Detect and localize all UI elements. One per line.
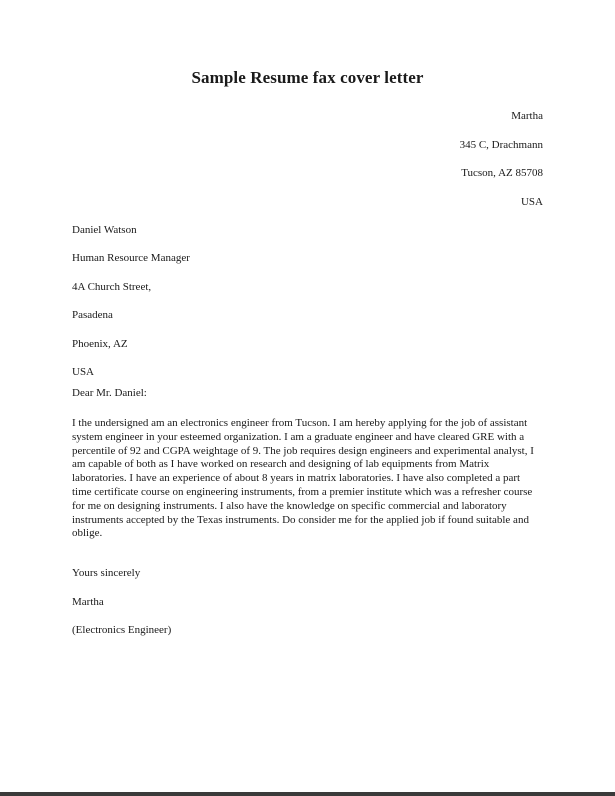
signer-name: Martha [72, 595, 104, 608]
recipient-name: Daniel Watson [72, 224, 137, 236]
body-line: for me on designing instruments. I also have the knowledge on specific commercial and laboratory [72, 499, 507, 512]
sender-address-line2: Tucson, AZ 85708 [461, 167, 543, 180]
recipient-position: Human Resource Manager [72, 252, 190, 265]
salutation: Dear Mr. Daniel: [72, 387, 147, 399]
valediction: Yours sincerely [72, 567, 141, 579]
signer-title: (Electronics Engineer) [72, 624, 172, 637]
body-line: laboratories. I have an experience of about 8 years in matrix laboratories. I have also completed a part [72, 472, 521, 485]
sender-name: Martha [511, 110, 543, 122]
closing-block [72, 559, 171, 645]
body-line: percentile of 92 and CGPA weightage of 9. The job requires design engineers and experimental analyst, I [72, 444, 534, 457]
recipient-address-block [72, 216, 190, 386]
sender-country: USA [520, 195, 543, 208]
body-line: I the undersigned am an electronics engineer from Tucson. I am hereby applying for the job of assistant [72, 417, 528, 429]
body-line: instruments accepted by the Texas instruments. Do consider me for the applied job if found suitable and [72, 513, 529, 526]
sender-address-block [460, 102, 543, 216]
body-line: time certificate course on engineering instruments, from a premier institute which was a refresher course [72, 485, 533, 498]
recipient-street: 4A Church Street, [72, 280, 152, 293]
body-line: am capable of both as I have worked on research and designing of lab equipments from Matrix [72, 458, 490, 471]
recipient-state: Phoenix, AZ [72, 337, 128, 350]
sender-address-line1: 345 C, Drachmann [459, 138, 543, 151]
body-line: system engineer in your esteemed organization. I am a graduate engineer and have cleared GRE with a [72, 430, 525, 443]
letter-body [72, 417, 546, 541]
body-line: oblige. [72, 527, 103, 540]
document-title: Sample Resume fax cover letter [191, 68, 424, 87]
page-bottom-edge [0, 792, 615, 796]
recipient-city: Pasadena [72, 309, 113, 322]
recipient-country: USA [72, 366, 95, 379]
